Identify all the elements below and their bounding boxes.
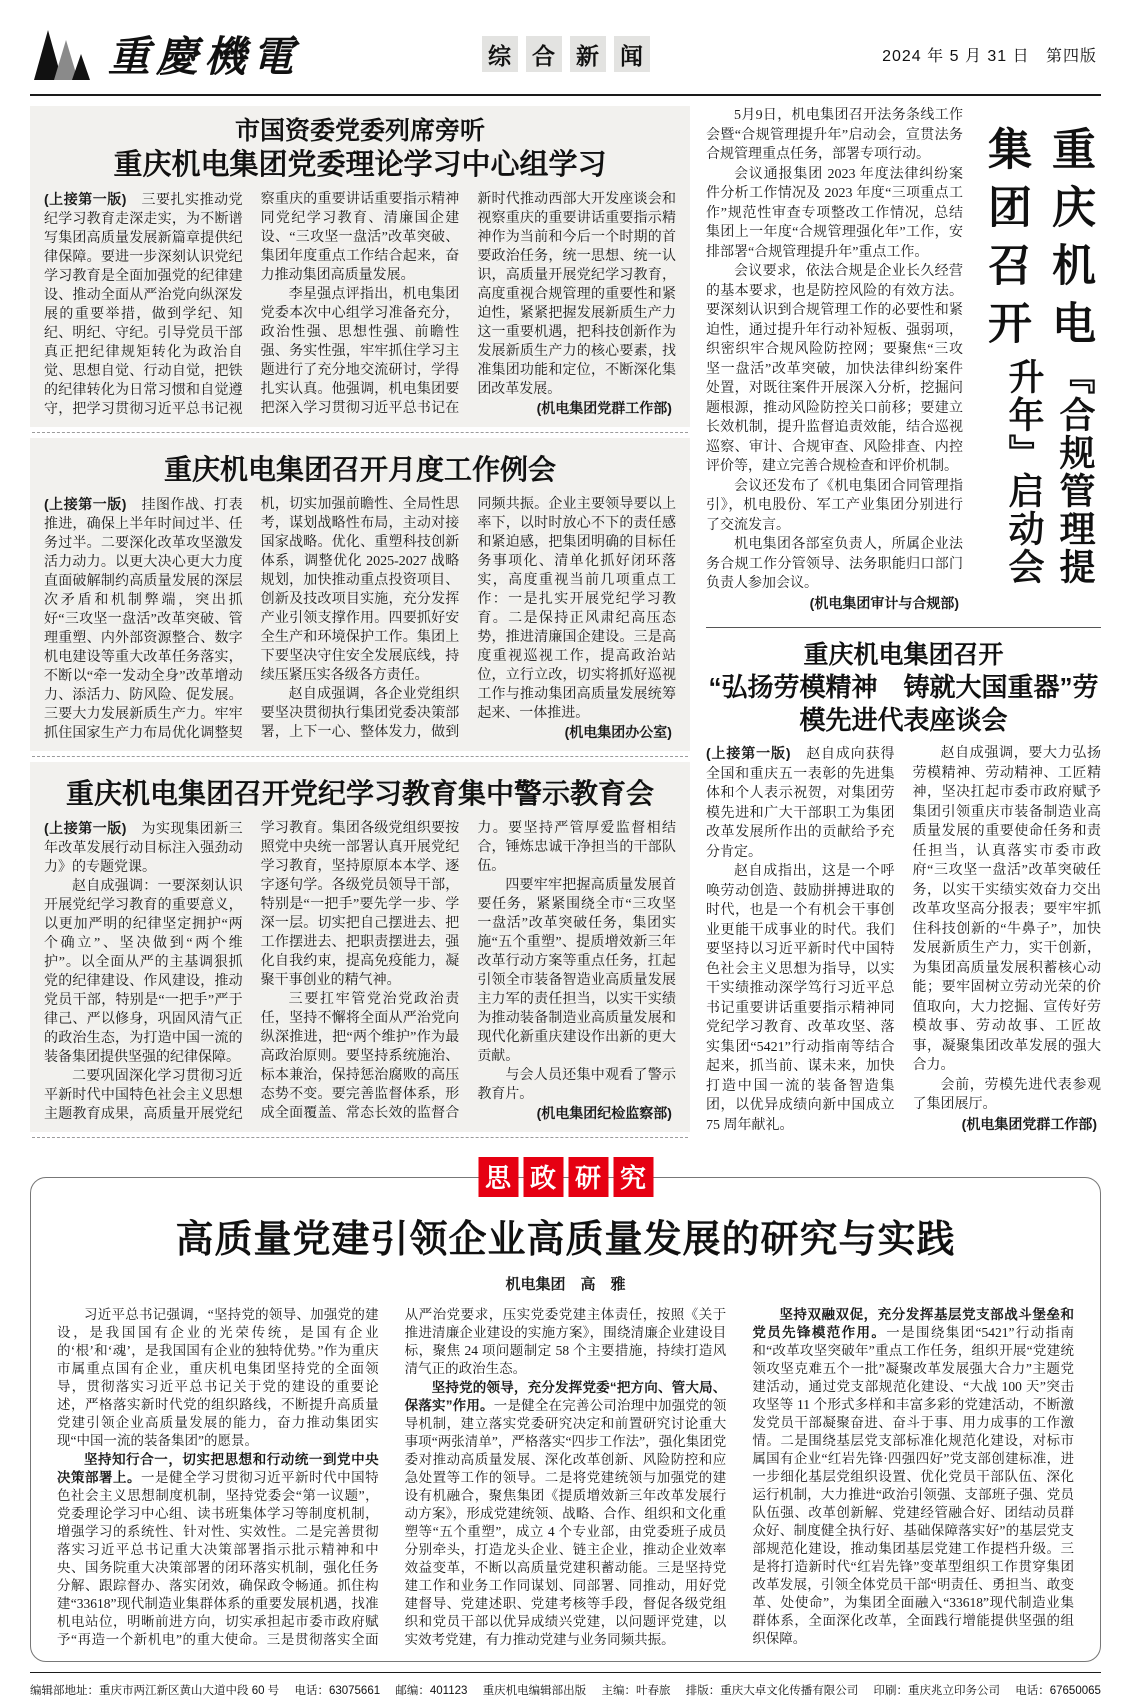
footer-phone: 电话：63075661 [294, 1684, 381, 1697]
issue-info [767, 43, 1097, 66]
left-column [30, 106, 690, 1143]
paragraph-text: 一是健全学习贯彻习近平新时代中国特色社会主义思想制度机制，坚持党委会“第一议题”，党委理论学习中心组、读书班集体学习等制度机制，增强学习的系统性、针对性、实效性。二是完善贯彻落实习近平总书记重大决策部署指示批示精神和中央、国务院重大决策部署的闭环落实机制，强化任务分解、跟踪督办、落实闭效，确保政令畅通。抓住构建“33618”现代制造业集群体系的重要发展机遇，找准机电站位，明晰前进方向，切实承担起市委市政府赋予“再造一个新机电”的重大使命。三是贯彻落实全面从严治党要求，压实党委党建主体责任，按照《关于推进清廉企业建设的实施方案》，围绕清廉企业建设目标，聚焦 24 项问题制定 58 个主要措施，持续打造风清气正的政治生态。 [57, 1306, 727, 1647]
article-title: “弘扬劳模精神 铸就大国重器”劳模先进代表座谈会 [708, 672, 1099, 735]
footer-postcode: 邮编：401123 [395, 1684, 468, 1697]
divider [32, 1137, 688, 1138]
paragraph: 赵自成向获得全国和重庆五一表彰的先进集体和个人表示祝贺，对集团劳模先进和广大干部职工为集团改革发展所作出的贡献给予充分肯定。 [706, 747, 895, 860]
section-label [482, 36, 650, 72]
mountain-logo-icon [34, 28, 98, 80]
article-byline: (机电集团党群工作部) [536, 399, 672, 416]
vertical-headline [973, 106, 1101, 586]
article-byline: (机电集团党群工作部) [961, 1115, 1097, 1132]
paragraph [752, 1306, 1074, 1648]
edition-number: 第四版 [1045, 47, 1097, 65]
paragraph [405, 1379, 727, 1649]
paragraph: 赵自成指出，这是一个呼唤劳动创造、鼓励拼搏进取的时代，也是一个有机会干事创业更能干成事业的时代。我们要坚持以习近平新时代中国特色社会主义思想为指导，以实干实绩推动深学笃行习近平总书记重要讲话重要指示精神同党纪学习教育、改革攻坚、落实集团“5421”行动指南等结合起来，抓当前、谋未来，加快打造中国一流的装备智造集团，以优异成绩向新中国成立 75 周年献礼。 [706, 864, 895, 1133]
thought-body [57, 1306, 1074, 1649]
continued-tag: (上接第一版) [706, 745, 791, 762]
article-title: 市国资委党委列席旁听 [234, 117, 485, 145]
paragraph: 四要牢牢把握高质量发展首要任务，紧紧围绕全市“三攻坚一盘活”改革突破任务，集团实施“五个重塑”、提质增效新三年改革行动方案等重点任务，扛起引领全市装备智造业高质量发展主力军的责任担当，以实干实绩为推动装备制造业高质量发展和现代化新重庆建设作出新的更大贡献。 [477, 877, 676, 1064]
label-char: 政 [523, 1157, 563, 1197]
label-char: 研 [568, 1157, 608, 1197]
article-byline: (机电集团办公室) [564, 723, 672, 740]
continued-tag: (上接第一版) [44, 819, 127, 836]
article-byline: (机电集团纪检监察部) [536, 1104, 672, 1121]
footer-typesetting: 排版：重庆大卓文化传播有限公司 [685, 1684, 859, 1697]
paragraph: 三要扎实推动党纪学习教育走深走实，为不断谱写集团高质量发展新篇章提供纪律保障。要进一步深刻认识党纪学习教育是全面加强党的纪律建设、推动全面从严治党向纵深发展的重要举措，做到学纪、知纪、明纪、守纪。引导党员干部真正把纪律规矩转化为政治自觉、思想自觉、行动自觉，把铁的纪律转化为日常习惯和自觉遵守，把学习贯彻习近平总书记视察重庆的重要讲话重要指示精神同党纪学习教育、清廉国企建设、“三攻坚一盘活”改革突破、集团年度重点工作结合起来，奋力推动集团高质量发展。 [44, 191, 460, 417]
masthead [30, 18, 1101, 96]
divider [32, 432, 688, 433]
footer-phone2: 电话：67650065 [1015, 1684, 1101, 1697]
article-warning-education [30, 762, 690, 1132]
label-char: 究 [613, 1157, 653, 1197]
label-char: 思 [478, 1157, 518, 1197]
thought-byline: 机电集团 高 雅 [505, 1275, 626, 1293]
paragraph-lead: 坚持双融双促，充分发挥基层党支部战斗堡垒和党员先锋模范作用。 [752, 1306, 1074, 1340]
paragraph: 习近平总书记强调，“坚持党的领导、加强党的建设，是我国国有企业的光荣传统，是国有企业的‘根’和‘魂’，是我国国有企业的独特优势。”作为重庆市属重点国有企业，重庆机电集团坚持党的全面领导，贯彻落实习近平总书记关于党的建设的重要论述，严格落实新时代党的组织路线，不断提升高质量党建引领企业高质量发展的能力，奋力推动集团实现“中国一流的装备集团”的愿景。 [57, 1306, 379, 1448]
footer-address: 编辑部地址：重庆市两江新区黄山大道中段 60 号 [30, 1684, 280, 1697]
thought-headline: 高质量党建引领企业高质量发展的研究与实践 [175, 1218, 956, 1261]
main-content [30, 106, 1101, 1143]
masthead-logo [34, 24, 364, 84]
paragraph: 赵自成强调，要大力弘扬劳模精神、劳动精神、工匠精神，坚决扛起市委市政府赋予集团引领重庆市装备制造业高质量发展的重要使命任务和责任担当，认真落实市委市政府“三攻坚一盘活”改革突破任务，以实干实绩实效奋力交出改革攻坚高分报表；要牢牢抓住科技创新的“牛鼻子”，加快发展新质生产力，实干创新，为集团高质量发展积蓄核心动能；要牢固树立劳动光荣的价值取向，大力挖掘、宣传好劳模故事、劳动故事、工匠故事，凝聚集团改革发展的强大合力。 [912, 746, 1101, 1074]
paragraph: 机电集团各部室负责人，所属企业法务合规工作分管领导、法务职能归口部门负责人参加会议。 [706, 537, 963, 591]
paragraph: 5月9日，机电集团召开法务条线工作会暨“合规管理提升年”启动会，宣贯法务合规管理重点任务，部署专项行动。 [706, 108, 963, 162]
article-monthly-meeting [30, 438, 690, 751]
section-char: 综 [482, 36, 518, 72]
continued-tag: (上接第一版) [44, 190, 127, 207]
article-compliance-launch [706, 106, 1101, 613]
article-title: 重庆机电集团召开 [803, 641, 1004, 669]
paragraph-lead: 坚持党的领导，充分发挥党委“把方向、管大局、保落实”作用。 [404, 1379, 727, 1413]
thought-research-section [30, 1163, 1101, 1662]
divider [32, 756, 688, 757]
article-body [44, 495, 676, 743]
section-char: 闻 [614, 36, 650, 72]
masthead-logo-text: 重慶機電 [108, 35, 301, 81]
paragraph: 二要巩固深化学习贯彻习近平新时代中国特色社会主义思想主题教育成果，高质量开展党纪学习教育。集团各级党组织要按照党中央统一部署认真开展党纪学习教育，坚持原原本本学、逐字逐句学。各级党员领导干部，特别是“一把手”要先学一步、学深一层。切实把自己摆进去、把工作摆进去、把职责摆进去，强化自我约束，提高免疫能力，凝聚干事创业的精气神。 [44, 820, 460, 1122]
article-title: 重庆机电集团召开月度工作例会 [163, 453, 556, 485]
paragraph: 赵自成强调，各企业党组织要坚决贯彻执行集团党委决策部署，上下一心、整体发力，做到同频共振。企业主要领导要以上率下，以时时放心不下的责任感和紧迫感，把集团明确的目标任务事项化、清单化抓好闭环落实，高度重视当前几项重点工作：一是扎实开展党纪学习教育。二是保持正风肃纪高压态势，推进清廉国企建设。三是高度重视巡视工作，提高政治站位，立行立改，切实将抓好巡视工作与推动集团高质量发展统筹起来、一体推进。 [260, 496, 676, 740]
article-body [44, 190, 676, 419]
vertical-headline-sub: 『合规管理提升年』启动会 [1004, 358, 1096, 586]
paragraph: 赵自成强调：一要深刻认识开展党纪学习教育的重要意义，以更加严明的纪律坚定拥护“两个确立”、坚决做到“两个维护”。以全面从严的主基调狠抓党的纪律建设、作风建设，推动党员干部，特别是“一把手”严于律己、严以修身，巩固风清气正的政治生态，为打造中国一流的装备集团提供坚强的纪律保障。 [44, 878, 243, 1065]
section-char: 合 [526, 36, 562, 72]
thought-research-label [478, 1157, 653, 1197]
footer [30, 1672, 1101, 1698]
article-body [44, 819, 676, 1124]
issue-date: 2024 年 5 月 31 日 [882, 47, 1030, 65]
right-column [706, 106, 1101, 1143]
paragraph-text: 一是围绕集团“5421”行动指南和“改革攻坚突破年”重点工作任务，组织开展“党建统领攻坚克难五个一批”凝聚改革发展强大合力”主题党建活动，通过党支部规范化建设、“大战 100 天”突击攻坚等 11 个形式多样和丰富多彩的党建活动，不断激发党员干部凝聚奋进、奋斗于事、用力成事的工作激情。二是围绕基层党支部标准化规范化建设，对标市属国有企业“红岩先锋·四强四好”党支部创建标准，进一步细化基层党组织设置、优化党员干部队伍、深化运行机制，大力推进“政治引领强、支部班子强、党员队伍强、改革创新解、党建经管融合好、团结动员群众好、制度健全执行好、基础保障落实好”的基层党支部规范化建设，推动集团基层党建工作提档升级。三是将打造新时代“红岩先锋”变革型组织工作贯穿集团改革发展，引领全体党员干部“明责任、勇担当、敢变革、处使命”，为集团全面融入“33618”现代制造业集群体系，全面深化改革，全面践行增能提供坚强的组织保障。 [752, 1324, 1074, 1646]
article-body [706, 744, 1101, 1135]
paragraph: 会前，劳模先进代表参观了集团展厅。 [912, 1077, 1101, 1113]
paragraph: 会议还发布了《机电集团合同管理指引》，机电股份、军工产业集团分别进行了交流发言。 [706, 478, 963, 533]
article-title: 重庆机电集团召开党纪学习教育集中警示教育会 [65, 777, 654, 809]
paragraph: 挂图作战、打表推进，确保上半年时间过半、任务过半。二要深化改革攻坚激发活力动力。以更大决心更大力度直面破解制约高质量发展的深层次矛盾和机制弊端，突出抓好“三攻坚一盘活”改革突破、管理重塑、内外部资源整合、数字机电建设等重大改革任务落实，不断以“牵一发动全身”改革增动力、添活力、防风险、促发展。三要大力发展新质生产力。牢牢抓住国家生产力布局优化调整契机，切实加强前瞻性、全局性思考，谋划战略性布局，主动对接国家战略。优化、重塑科技创新体系，调整优化 2025-2027 战略规划，加快推动重点投资项目、创新及技改项目实施，充分发挥产业引领支撑作用。四要抓好安全生产和环境保护工作。集团上下要坚决守住安全发展底线，持续压紧压实各级各方责任。 [44, 496, 460, 741]
vertical-headline-main: 重庆机电集团召开 [981, 126, 1094, 358]
footer-publisher: 重庆机电编辑部出版 [482, 1684, 587, 1697]
paragraph-text: 一是健全在完善公司治理中加强党的领导机制，建立落实党委研究决定和前置研究讨论重大事项“两张清单”，严格落实“四步工作法”，强化集团党委对推动高质量发展、深化改革创新、风险防控和应急处置等工作的领导。二是将党建统领与加强党的建设有机融合，聚焦集团《提质增效新三年改革发展行动方案》，形成党建统领、战略、合作、组织和文化重塑等“五个重塑”，成立 4 个专业部，由党委班子成员分别牵头，打造龙头企业、链主企业，推动企业效率效益变革，不断以高质量党建积蓄动能。三是坚持党建工作和业务工作同谋划、同部署、同推动，用好党建督导、党建述职、党建考核等手段，督促各级党组织和党员干部以优异成绩兴党建，以问题评党建，以实效考党建，有力推动党建与业务同频共振。 [404, 1397, 727, 1647]
divider [706, 627, 1101, 628]
footer-printing: 印刷：重庆兆立印务公司 [873, 1684, 1000, 1697]
section-char: 新 [570, 36, 606, 72]
paragraph: 李星强点评指出，机电集团党委本次中心组学习准备充分，政治性强、思想性强、前瞻性强、务实性强，牢牢抓住学习主题进行了充分地交流研讨，学得扎实认真。他强调，机电集团要把深入学习贯彻习近平总书记在新时代推动西部大开发座谈会和视察重庆的重要讲话重要指示精神作为当前和今后一个时期的首要政治任务，统一思想、统一认识，高质量开展党纪学习教育，高度重视合规管理的重要性和紧迫性，紧紧把握发展新质生产力这一重要机遇，把科技创新作为发展新质生产力的核心要素，找准集团功能和定位，不断深化集团改革发展。 [260, 191, 676, 416]
footer-chief-editor: 主编：叶春旅 [601, 1684, 671, 1697]
paragraph: 为实现集团新三年改革发展行动目标注入强劲动力》的专题党课。 [44, 821, 243, 875]
continued-tag: (上接第一版) [44, 495, 127, 512]
article-labor-model [706, 640, 1101, 1135]
paragraph: 三要扛牢管党治党政治责任，坚持不懈将全面从严治党向纵深推进，把“两个维护”作为最高政治原则。要坚持系统施治、标本兼治，保持惩治腐败的高压态势不变。要完善监督体系，形成全面覆盖、常态长效的监督合力。要坚持严管厚爱监督相结合，锤炼忠诚干净担当的干部队伍。 [260, 820, 676, 1121]
article-body [706, 106, 963, 613]
paragraph: 会议通报集团 2023 年度法律纠纷案件分析工作情况及 2023 年度“三项重点工作”规范性审查专项整改工作情况，总结集团上一年度“合规管理强化年”工作，安排部署“合规管理提升年”重点工作。 [706, 166, 963, 260]
paragraph-lead: 坚持知行合一，切实把思想和行动统一到党中央决策部署上。 [57, 1451, 379, 1485]
paragraph: 会议要求，依法合规是企业长久经营的基本要求，也是防控风险的有效方法。要深刻认识到合规管理工作的必要性和紧迫性，通过提升年行动补短板、强弱项，织密织牢合规风险防控网；要聚焦“三攻坚一盘活”改革突破，加快法律纠纷案件处置，对既往案件开展深入分析，挖掘问题根源，推动风险防控关口前移；要建立长效机制，提升监督追责效能，结合巡视巡察、审计、合规审查、风险排查、内控评价等，建立完善合规检查和评价机制。 [706, 264, 963, 474]
article-theory-study [30, 106, 690, 427]
article-byline: (机电集团审计与合规部) [809, 594, 959, 611]
paragraph: 与会人员还集中观看了警示教育片。 [477, 1067, 676, 1102]
article-title: 重庆机电集团党委理论学习中心组学习 [113, 149, 607, 182]
